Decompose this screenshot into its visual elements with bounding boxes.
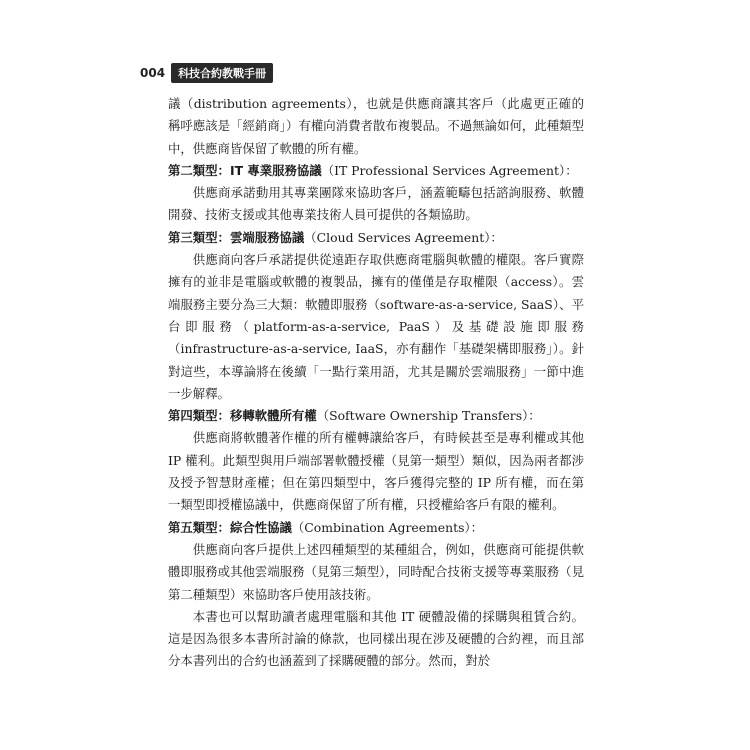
heading-type3 — [168, 227, 584, 249]
book-title-label: 科技合約教戰手冊 — [171, 63, 273, 83]
paragraph-type2: 供應商承諾動用其專業團隊來協助客戶，涵蓋範疇包括諮詢服務、軟體開發、技術支援或其他專業技術人員可提供的各類協助。 — [168, 185, 584, 223]
heading-type2 — [168, 160, 584, 182]
heading-type3-label: 第三類型：雲端服務協議 — [168, 229, 305, 245]
heading-type5 — [168, 517, 584, 539]
paragraph-hardware: 本書也可以幫助讀者處理電腦和其他 IT 硬體設備的採購與租賃合約。這是因為很多本書所討論的條款，也同樣出現在涉及硬體的合約裡，而且部分本書列出的合約也涵蓋到了採購硬體的部分。然而，對於 — [168, 608, 584, 669]
heading-type2-english: （IT Professional Services Agreement）： — [321, 162, 578, 178]
paragraph-type4: 供應商將軟體著作權的所有權轉讓給客戶，有時候甚至是專利權或其他 IP 權利。此類型與用戶端部署軟體授權（見第一類型）類似，因為兩者都涉及授予智慧財產權；但在第四類型中，客戶獲得完整的 IP 所有權，而在第一類型即授權協議中，供應商保留了所有權，只授權給客戶有限的權利。 — [168, 430, 584, 513]
heading-type5-label: 第五類型：綜合性協議 — [168, 519, 292, 535]
page-header — [140, 63, 273, 83]
heading-type4-english: （Software Ownership Transfers）： — [316, 408, 541, 424]
heading-type4-label: 第四類型：移轉軟體所有權 — [168, 408, 317, 424]
heading-type5-english: （Combination Agreements）： — [291, 519, 484, 535]
heading-type3-english: （Cloud Services Agreement）： — [304, 229, 503, 245]
page-body — [168, 93, 584, 673]
page-number: 004 — [140, 66, 166, 80]
paragraph-type1-continued: 議（distribution agreements），也就是供應商讓其客戶（此處更正確的稱呼應該是「經銷商」）有權向消費者散布複製品。不過無論如何，此種類型中，供應商皆保留了軟體的所有權。 — [168, 96, 584, 156]
paragraph-type5: 供應商向客戶提供上述四種類型的某種組合，例如，供應商可能提供軟體即服務或其他雲端服務（見第三類型），同時配合技術支援等專業服務（見第二種類型）來協助客戶使用該技術。 — [168, 541, 584, 602]
heading-type2-label: 第二類型：IT 專業服務協議 — [168, 162, 322, 178]
paragraph-type3: 供應商向客戶承諾提供從遠距存取供應商電腦與軟體的權限。客戶實際擁有的並非是電腦或軟體的複製品，擁有的僅僅是存取權限（access）。雲端服務主要分為三大類：軟體即服務（software-as-a-service, SaaS）、平台即服務（platform-as-a-service, PaaS）及基礎設施即服務（infrastructure-as-a-service, IaaS，亦有翻作「基礎架構即服務」）。針對這些，本導論將在後續「一點行業用語，尤其是關於雲端服務」一節中進一步解釋。 — [168, 252, 584, 401]
heading-type4 — [168, 405, 584, 427]
